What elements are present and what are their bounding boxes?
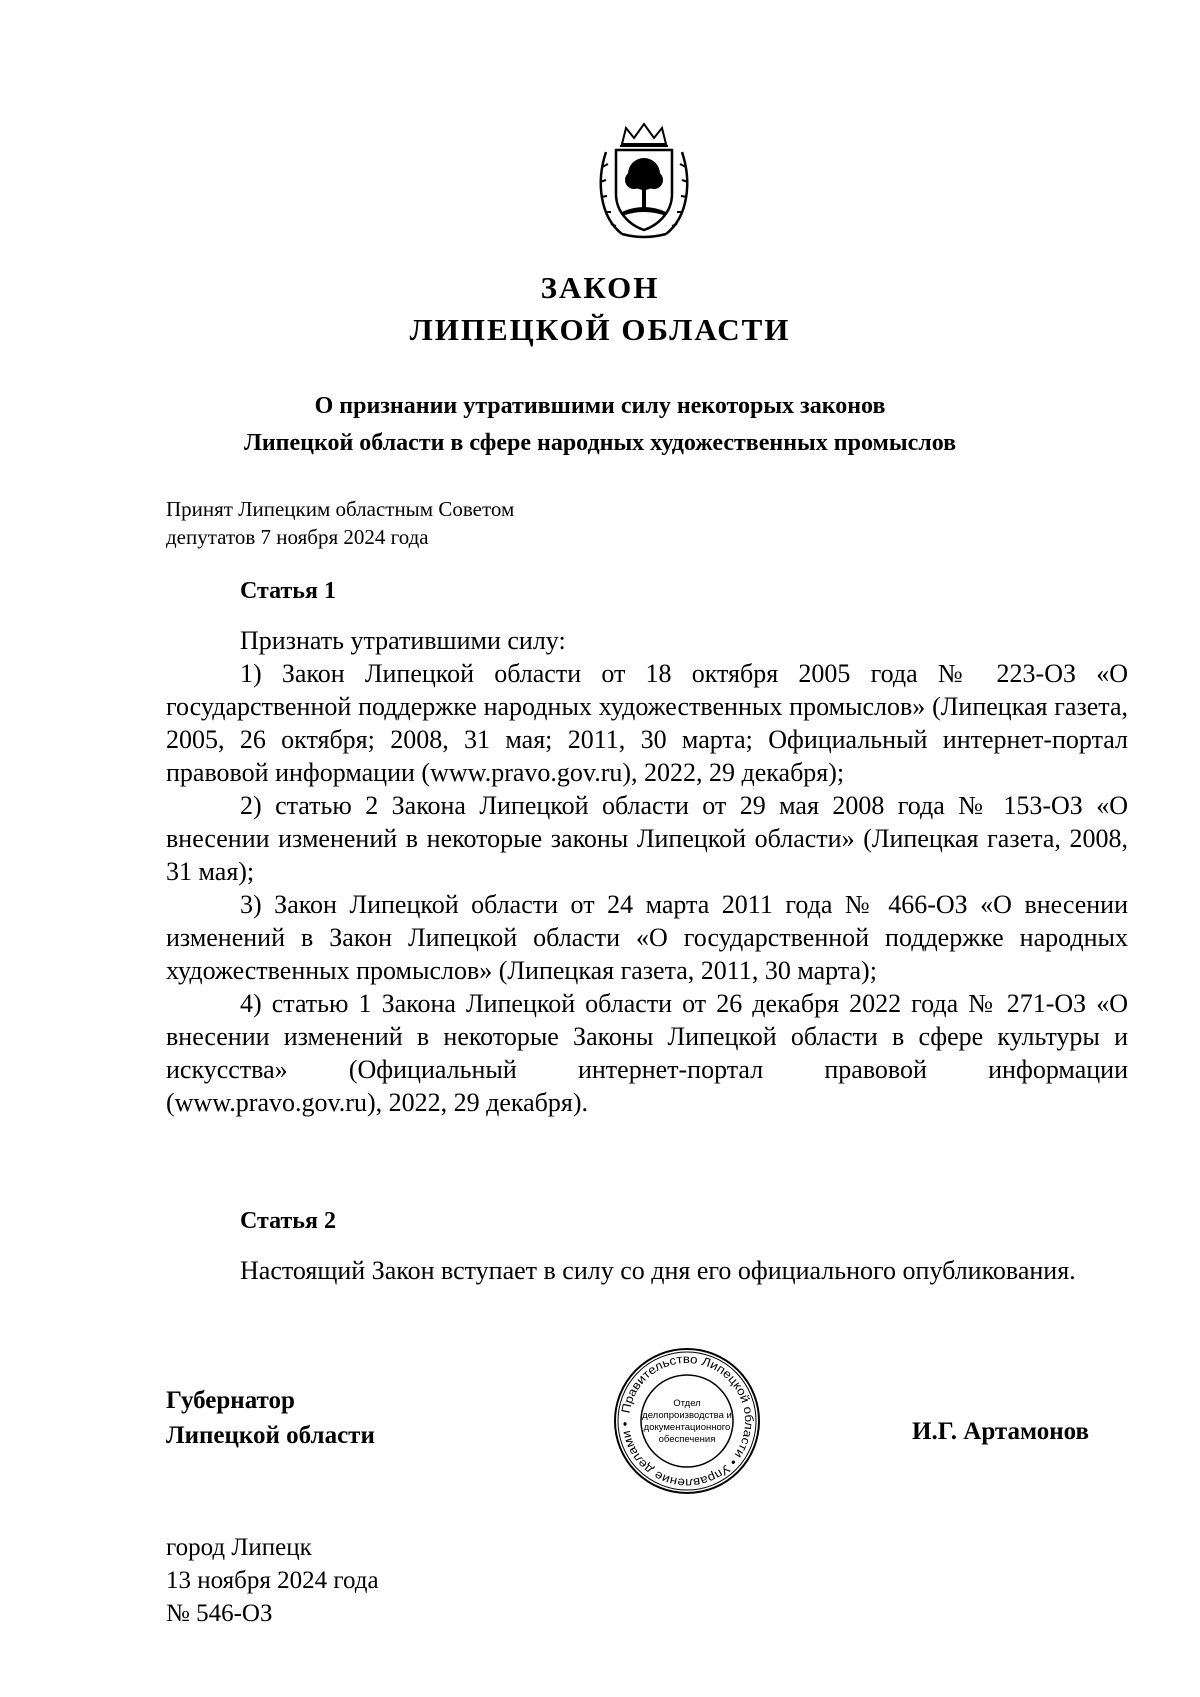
adoption-note [166,495,666,551]
adoption-note-line1: Принят Липецким областным Советом [166,497,515,521]
article1-heading: Статья 1 [240,578,336,604]
stamp-center-line: Отдел [673,1398,701,1409]
article2-body [166,1254,1128,1287]
law-subject-line1: О признании утратившими силу некоторых законов [314,393,886,419]
stamp-ring-text: Правительство Липецкой области • Управление делами • [617,1351,757,1491]
article1-intro: Признать утратившими силу: [240,626,566,655]
signatory-title [166,1383,375,1453]
signatory-title-line2: Липецкой области [166,1422,375,1449]
stamp-center-line: обеспечения [658,1434,716,1445]
article1-item: 1) Закон Липецкой области от 18 октября 2005 года № 223-ОЗ «О государственной поддержке народных художественных промыслов» (Липецкая газета, 2005, 26 октября; 2008, 31 мая; 2011, 30 марта; Официальный интернет-портал правовой информации (www.pravo.gov.ru), 2022, 29 декабря); [166,659,1128,787]
article1-item: 2) статью 2 Закона Липецкой области от 29 мая 2008 года № 153-ОЗ «О внесении изменений в некоторые законы Липецкой области» (Липецкая газета, 2008, 31 мая); [166,791,1128,886]
article2-heading: Статья 2 [240,1208,336,1234]
article1-item: 3) Закон Липецкой области от 24 марта 2011 года № 466-ОЗ «О внесении изменений в Закон Липецкой области «О государственной поддержке народных художественных промыслов» (Липецкая газета, 2011, 30 марта); [166,890,1128,985]
adoption-note-line2: депутатов 7 ноября 2024 года [166,525,429,549]
official-stamp-icon [612,1346,762,1496]
document-title-line2: ЛИПЕЦКОЙ ОБЛАСТИ [409,312,791,347]
document-title-line1: ЗАКОН [540,270,660,305]
document-footer [166,1531,379,1630]
footer-number: № 546-ОЗ [166,1600,273,1627]
law-subject-line2: Липецкой области в сфере народных художественных промыслов [243,430,957,456]
footer-city: город Липецк [166,1534,312,1561]
signatory-title-line1: Губернатор [166,1387,295,1414]
footer-date: 13 ноября 2024 года [166,1567,379,1594]
article1-item: 4) статью 1 Закона Липецкой области от 26 декабря 2022 года № 271-ОЗ «О внесении изменений в некоторые Законы Липецкой области в сфере культуры и искусства» (Официальный интернет-портал правовой информации (www.pravo.gov.ru), 2022, 29 декабря). [166,989,1128,1117]
coat-of-arms-icon [592,122,696,242]
article1-body [166,624,1128,1119]
signatory-name: И.Г. Артамонов [912,1418,1089,1445]
law-subject [150,388,1050,462]
stamp-center-line: делопроизводства и [642,1410,732,1421]
stamp-center-line: документационного [643,1422,731,1433]
article2-text: Настоящий Закон вступает в силу со дня его официального опубликования. [240,1256,1076,1285]
